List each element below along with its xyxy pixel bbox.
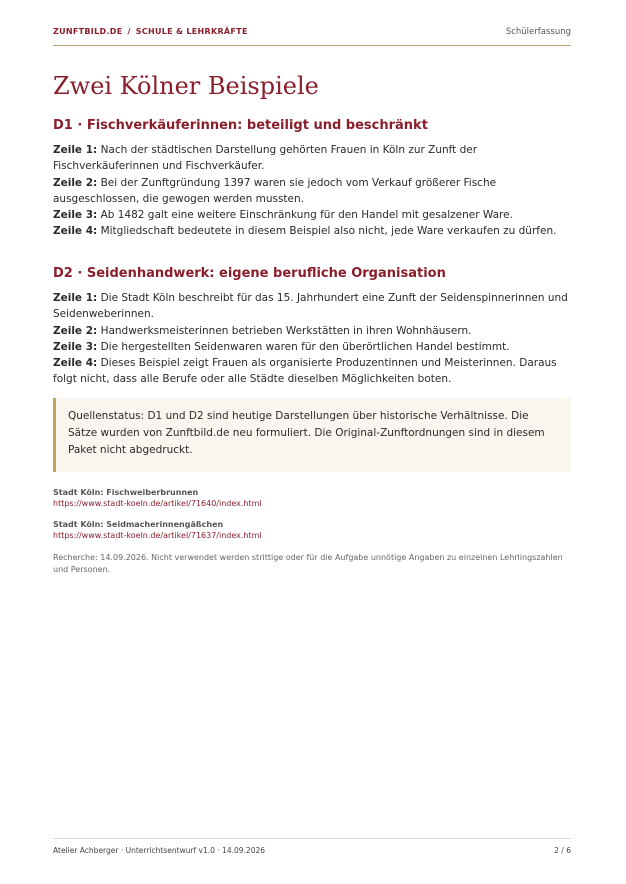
research-note: Recherche: 14.09.2026. Nicht verwendet werden strittige oder für die Aufgabe unnötige Angaben zu einzelnen Lehrlingszahlen und Personen. [53,553,563,574]
d1-line [53,175,573,208]
d1-lines [53,142,573,240]
line-label: Zeile 4: [53,225,98,238]
line-label: Zeile 4: [53,357,98,370]
line-text: Ab 1482 galt eine weitere Einschränkung für den Handel mit gesalzener Ware. [100,209,513,222]
line-text: Die hergestellten Seidenwaren waren für den überörtlichen Handel bestimmt. [100,340,510,353]
line-label: Zeile 1: [53,144,98,156]
line-text: Nach der städtischen Darstellung gehörten Frauen in Köln zur Zunft der Fischverkäuferinnen und Fischverkäufer. [53,144,478,173]
d2-heading: D2 · Seidenhandwerk: eigene berufliche Organisation [53,266,446,281]
page-title: Zwei Kölner Beispiele [53,72,319,100]
d2-lines [53,290,573,388]
sources-list [53,487,573,551]
page-header [53,27,571,46]
source-title: Stadt Köln: Fischweiberbrunnen [53,488,199,497]
d2-line [53,339,573,355]
line-text: Handwerksmeisterinnen betrieben Werkstätten in ihren Wohnhäusern. [100,324,472,337]
source-status-callout: Quellenstatus: D1 und D2 sind heutige Darstellungen über historische Verhältnisse. Die Sätze wurden von Zunftbild.de neu formuliert. Die Original-Zunftordnungen sind in diesem Paket nicht abgedruckt. [53,398,571,472]
source-item [53,519,573,541]
d2-line [53,323,573,339]
line-label: Zeile 3: [53,209,98,222]
page-number: 2 / 6 [554,846,571,855]
d2-line [53,355,573,388]
brand-name[interactable]: ZUNFTBILD.DE [53,27,123,36]
page-footer [53,838,571,855]
breadcrumb-separator: / [127,27,131,36]
line-label: Zeile 2: [53,324,98,337]
footer-info: Atelier Achberger · Unterrichtsentwurf v1.0 · 14.09.2026 [53,846,266,855]
source-link[interactable]: https://www.stadt-koeln.de/artikel/71640/index.html [53,499,262,508]
d1-line [53,142,573,175]
edition-label: Schülerfassung [505,27,571,37]
d1-heading: D1 · Fischverkäuferinnen: beteiligt und beschränkt [53,118,428,133]
source-link[interactable]: https://www.stadt-koeln.de/artikel/71637/index.html [53,531,262,540]
line-label: Zeile 3: [53,340,98,353]
header-section[interactable]: SCHULE & LEHRKRÄFTE [135,27,248,36]
d2-line [53,290,573,323]
d1-line [53,223,573,239]
line-text: Die Stadt Köln beschreibt für das 15. Jahrhundert eine Zunft der Seidenspinnerinnen und Seidenweberinnen. [53,292,568,321]
line-label: Zeile 2: [53,176,98,189]
line-text: Dieses Beispiel zeigt Frauen als organisierte Produzentinnen und Meisterinnen. Daraus folgt nicht, dass alle Berufe oder alle Städte dieselben Möglichkeiten boten. [53,357,557,386]
line-label: Zeile 1: [53,292,98,304]
d1-line [53,207,573,223]
line-text: Bei der Zunftgründung 1397 waren sie jedoch vom Verkauf größerer Fische ausgeschlossen, die gewogen werden mussten. [53,176,497,205]
line-text: Mitgliedschaft bedeutete in diesem Beispiel also nicht, jede Ware verkaufen zu dürfen. [100,225,557,238]
source-item [53,487,573,509]
source-title: Stadt Köln: Seidmacherinnengäßchen [53,520,224,529]
header-breadcrumb [53,27,248,36]
